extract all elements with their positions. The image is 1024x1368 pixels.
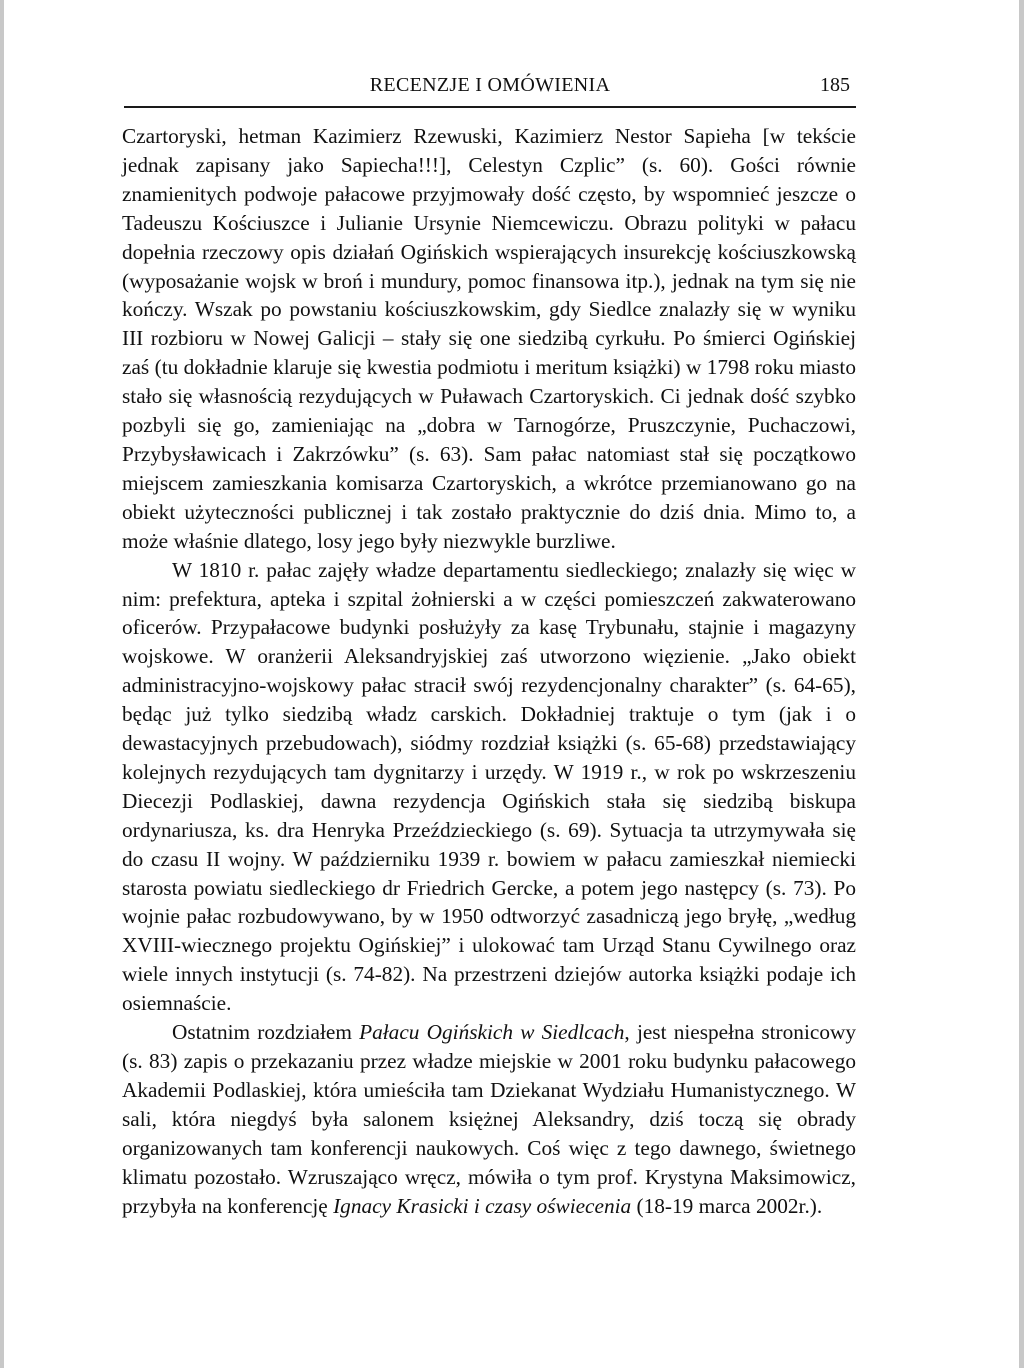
paragraph-3-text: (18-19 marca 2002r.). <box>631 1193 823 1218</box>
paragraph-3-text: Ostatnim rozdziałem <box>172 1020 360 1045</box>
page-header <box>124 72 856 108</box>
conference-title: Ignacy Krasicki i czasy oświecenia <box>333 1193 632 1218</box>
page-number: 185 <box>820 74 850 96</box>
paragraph-1: Czartoryski, hetman Kazimierz Rzewuski, Kazimierz Nestor Sapieha [w tekście jednak zapisany jako Sapiecha!!!], Celestyn Czplic” (s. 60). Gości równie znamienitych podwoje pałacowe przyjmowały dość często, by wspomnieć jeszcze o Tadeuszu Kościuszce i Julianie Ursynie Niemcewiczu. Obrazu polityki w pałacu dopełnia rzeczowy opis działań Ogińskich wspierających insurekcję kościuszkowską (wyposażanie wojsk w broń i mundury, pomoc finansowa itp.), jednak na tym się nie kończy. Wszak po powstaniu kościuszkowskim, gdy Siedlce znalazły się w wyniku III rozbioru w Nowej Galicji – stały się one siedzibą cyrkułu. Po śmierci Ogińskiej zaś (tu dokładnie klaruje się kwestia podmiotu i meritum książki) w 1798 roku miasto stało się własnością rezydujących w Puławach Czartoryskich. Ci jednak dość szybko pozbyli się go, zamieniając na „dobra w Tarnogórze, Pruszczynie, Puchaczowi, Przybysławicach i Zakrzówku” (s. 63). Sam pałac natomiast stał się początkowo miejscem zamieszkania komisarza Czartoryskich, a wkrótce przemianowano go na obiekt użyteczności publicznej i tak zostało praktycznie do dziś dnia. Mimo to, a może właśnie dlatego, losy jego były niezwykle burzliwe. <box>122 124 856 553</box>
article-body <box>122 122 856 1220</box>
scan-artifact <box>1019 0 1024 1368</box>
paragraph-2: W 1810 r. pałac zajęły władze departamentu siedleckiego; znalazły się więc w nim: prefektura, apteka i szpital żołnierski a w części pomieszczeń zakwaterowano oficerów. Przypałacowe budynki posłużyły za kasę Trybunału, stajnie i magazyny wojskowe. W oranżerii Aleksandryjskiej zaś utworzono więzienie. „Jako obiekt administracyjno-wojskowy pałac stracił swój rezydencjonalny charakter” (s. 64-65), będąc już tylko siedzibą władz carskich. Dokładniej traktuje o tym (jak i o dewastacyjnych przebudowach), siódmy rozdział książki (s. 65-68) przedstawiający kolejnych rezydujących tam dygnitarzy i urzędy. W 1919 r., w rok po wskrzeszeniu Diecezji Podlaskiej, dawna rezydencja Ogińskich stała się siedzibą biskupa ordynariusza, ks. dra Henryka Przeździeckiego (s. 69). Sytuacja ta utrzymywała się do czasu II wojny. W październiku 1939 r. bowiem w pałacu zamieszkał niemiecki starosta powiatu siedleckiego dr Friedrich Gercke, a potem jego następcy (s. 73). Po wojnie pałac rozbudowywano, by w 1950 odtworzyć zasadniczą jego bryłę, „według XVIII-wiecznego projektu Ogińskiej” i ulokować tam Urząd Stanu Cywilnego oraz wiele innych instytucji (s. 74-82). Na przestrzeni dziejów autorka książki podaje ich osiemnaście. <box>122 557 856 1016</box>
running-head: RECENZJE I OMÓWIENIA <box>369 74 611 96</box>
scan-artifact <box>0 0 4 1368</box>
book-title: Pałacu Ogińskich w Siedlcach <box>359 1020 625 1045</box>
paragraph-3 <box>122 1018 856 1220</box>
paragraph-3-text: , jest niespełna stronicowy (s. 83) zapis o przekazaniu przez władze miejskie w 2001 roku budynku pałacowego Akademii Podlaskiej, która umieściła tam Dziekanat Wydziału Humanistycznego. W sali, która niegdyś była salonem księżnej Aleksandry, dziś toczą się obrady organizowanych tam konferencji naukowych. Coś więc z tego dawnego, świetnego klimatu pozostało. Wzruszająco wręcz, mówiła o tym prof. Krystyna Maksimowicz, przybyła na konferencję <box>122 1020 856 1218</box>
